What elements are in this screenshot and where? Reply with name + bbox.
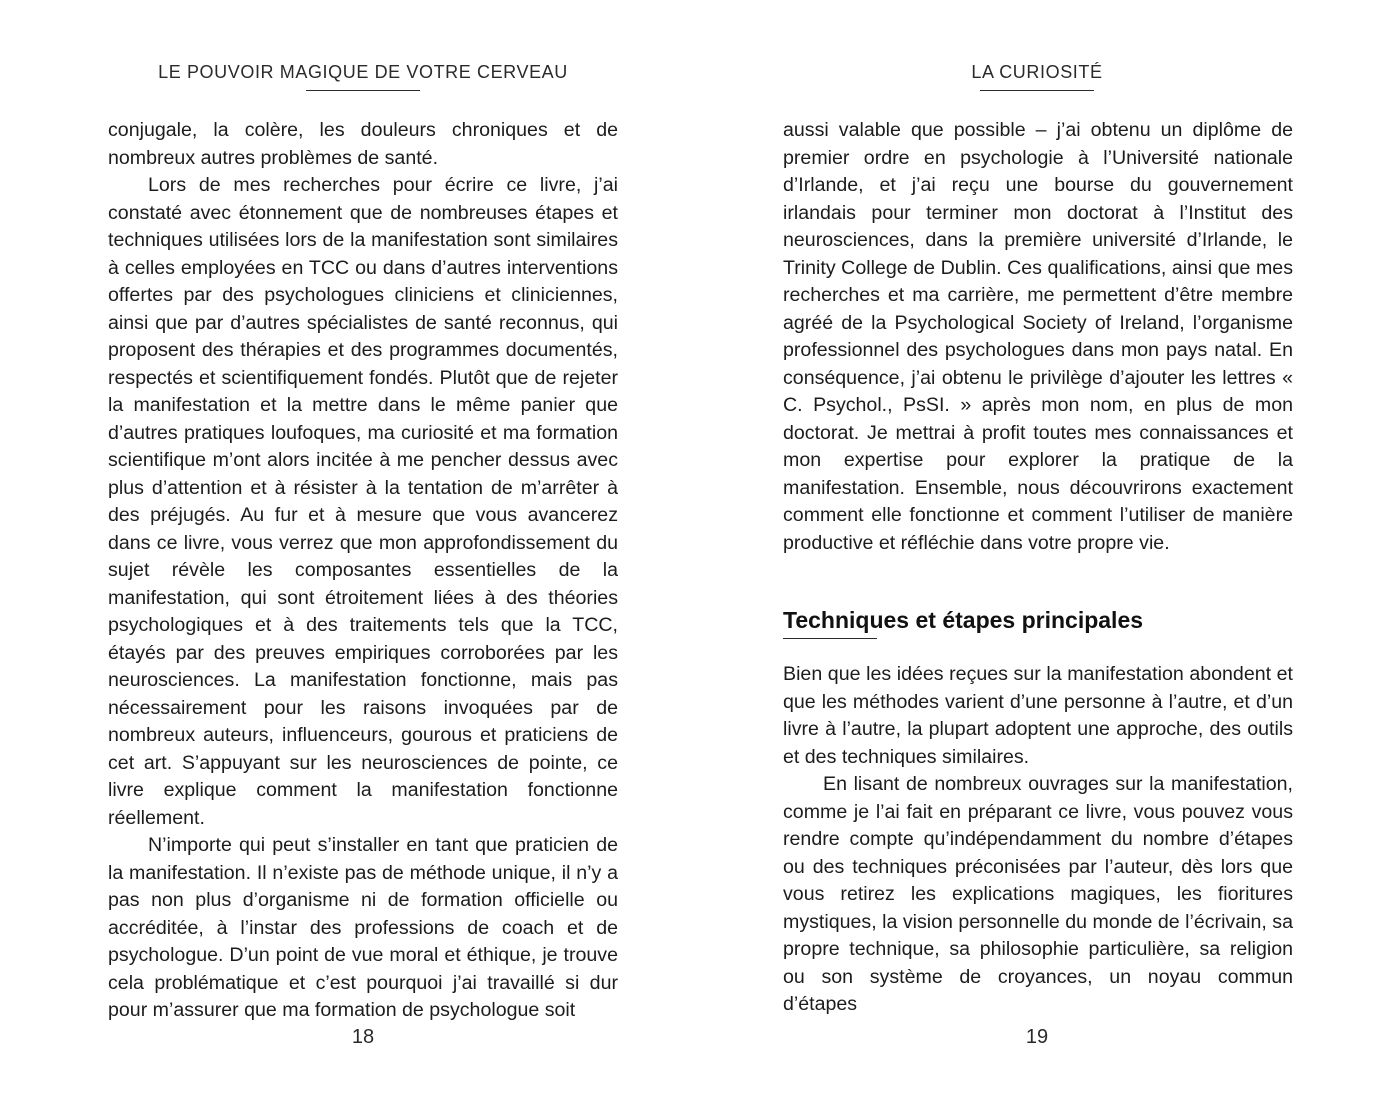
paragraph: En lisant de nombreux ouvrages sur la manifestation, comme je l’ai fait en préparant ce livre, vous pouvez vous rendre compte qu’indépendamment du nombre d’étapes ou des techniques préconisées par l’auteur, dès lors que vous retirez les explications magiques, les fioritures mystiques, la vision personnelle du monde de l’écrivain, sa propre technique, sa philosophie particulière, sa religion ou son système de croyances, un noyau commun d’étapes (783, 773, 1293, 1015)
right-page-body (783, 117, 1293, 1019)
right-page (700, 0, 1400, 1115)
paragraph: conjugale, la colère, les douleurs chroniques et de nombreux autres problèmes de santé. (108, 119, 618, 169)
page-number: 18 (351, 1026, 375, 1048)
paragraph: aussi valable que possible – j’ai obtenu un diplôme de premier ordre en psychologie à l’Université nationale d’Irlande, et j’ai reçu une bourse du gouvernement irlandais pour terminer mon doctorat à l’Institut des neurosciences, dans la première université d’Irlande, le Trinity College de Dublin. Ces qualifications, ainsi que mes recherches et ma carrière, me permettent d’être membre agréé de la Psychological Society of Ireland, l’organisme professionnel des psychologues dans mon pays natal. En conséquence, j’ai obtenu le privilège d’ajouter les lettres « C. Psychol., PsSI. » après mon nom, en plus de mon doctorat. Je mettrai à profit toutes mes connaissances et mon expertise pour explorer la pratique de la manifestation. Ensemble, nous découvrirons exactement comment elle fonctionne et comment l’utiliser de manière productive et réfléchie dans votre propre vie. (783, 119, 1293, 554)
page-number: 19 (1025, 1026, 1049, 1048)
section-heading-rule (783, 638, 877, 639)
running-head-chapter-title: LA CURIOSITÉ (971, 62, 1103, 82)
running-head-rule (980, 90, 1094, 91)
paragraph: Lors de mes recherches pour écrire ce livre, j’ai constaté avec étonnement que de nombreuses étapes et techniques utilisées lors de la manifestation sont similaires à celles employées en TCC ou dans d’autres interventions offertes par des psychologues cliniciens et cliniciennes, ainsi que par d’autres spécialistes de santé reconnus, qui proposent des thérapies et des programmes documentés, respectés et scientifiquement fondés. Plutôt que de rejeter la manifestation et la mettre dans le même panier que d’autres pratiques loufoques, ma curiosité et ma formation scientifique m’ont alors incitée à me pencher dessus avec plus d’attention et à résister à la tentation de m’arrêter à des préjugés. Au fur et à mesure que vous avancerez dans ce livre, vous verrez que mon approfondissement du sujet révèle les composantes essentielles de la manifestation, qui sont étroitement liées à des théories psychologiques et à des traitements tels que la TCC, étayés par des preuves empiriques corroborées par les neurosciences. La manifestation fonctionne, mais pas nécessairement pour les raisons invoquées par de nombreux auteurs, influenceurs, gourous et praticiens de cet art. S’appuyant sur les neurosciences de pointe, ce livre explique comment la manifestation fonctionne réellement. (108, 174, 618, 829)
running-head-book-title: LE POUVOIR MAGIQUE DE VOTRE CERVEAU (158, 62, 568, 82)
paragraph: Bien que les idées reçues sur la manifestation abondent et que les méthodes varient d’une personne à l’autre, et d’un livre à l’autre, la plupart adoptent une approche, des outils et des techniques similaires. (783, 663, 1293, 768)
left-page-body (108, 117, 618, 1025)
running-head-rule (306, 90, 420, 91)
paragraph: N’importe qui peut s’installer en tant que praticien de la manifestation. Il n’existe pas de méthode unique, il n’y a pas non plus d’organisme ni de formation officielle ou accréditée, à l’instar des professions de coach et de psychologue. D’un point de vue moral et éthique, je trouve cela problématique et c’est pourquoi j’ai travaillé si dur pour m’assurer que ma formation de psychologue soit (108, 834, 618, 1021)
section-heading: Techniques et étapes principales (783, 607, 1144, 633)
